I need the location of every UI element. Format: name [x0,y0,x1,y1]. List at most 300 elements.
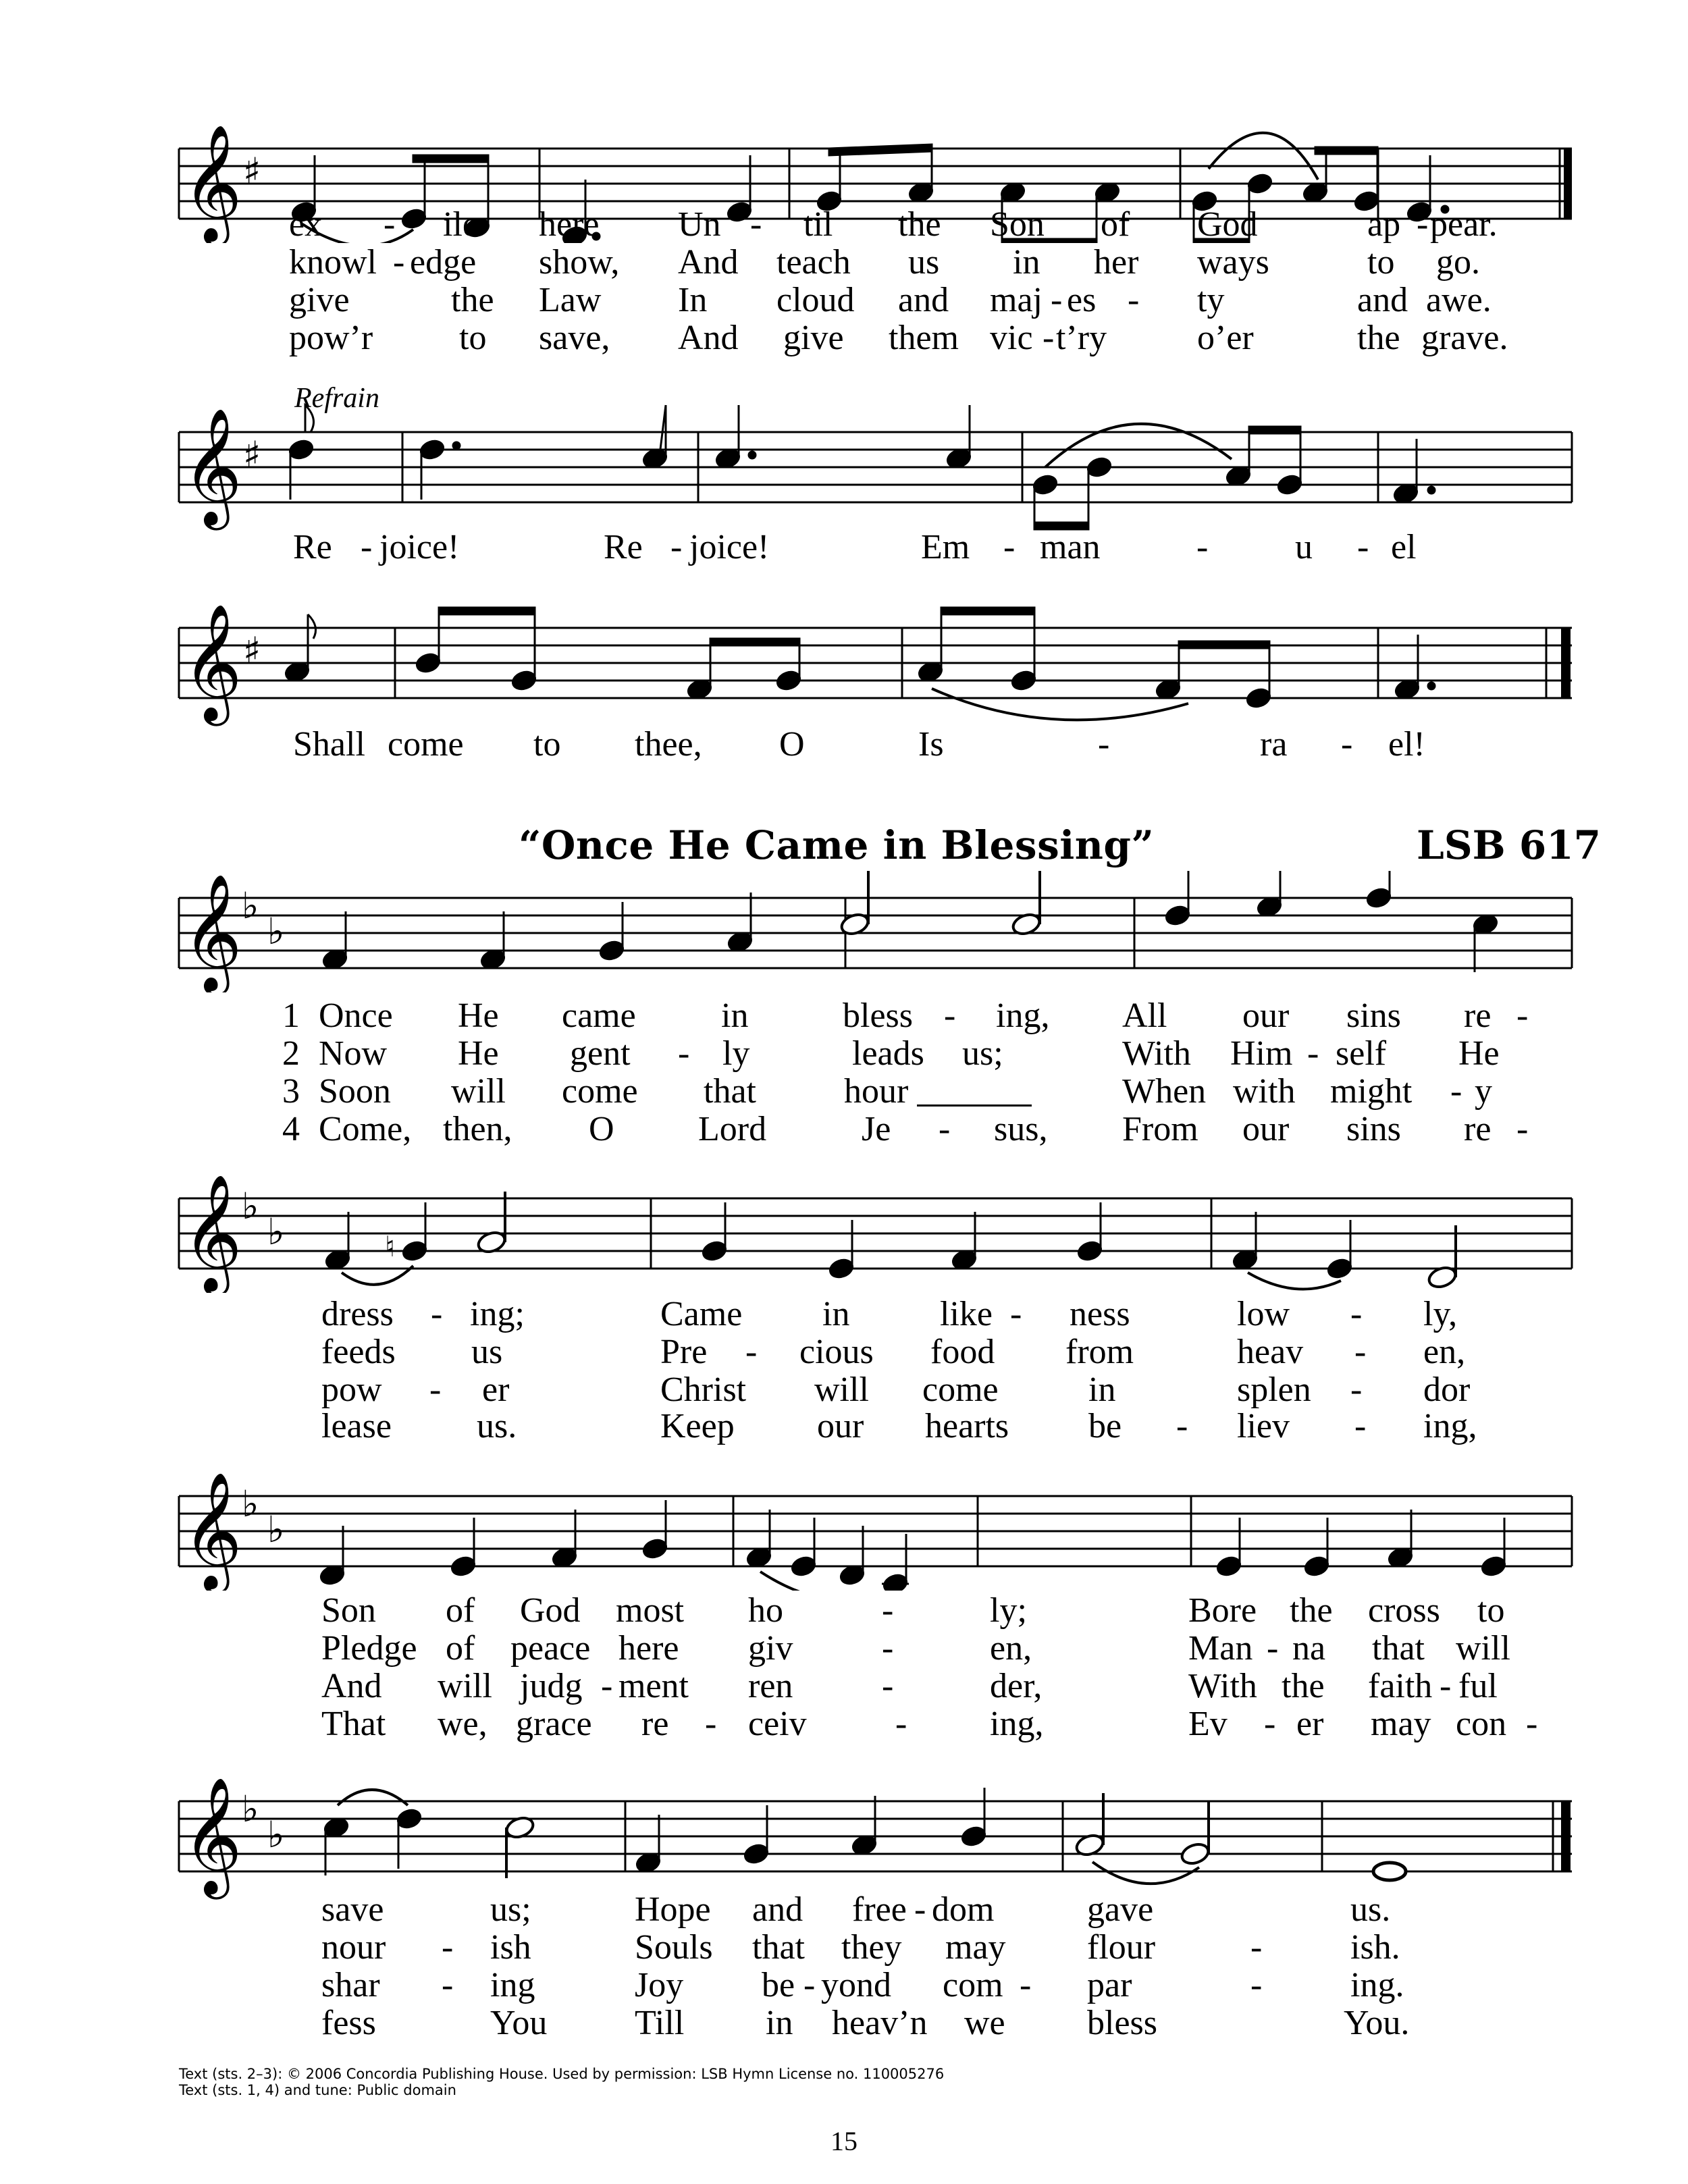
lyric-syllable: - [1043,319,1055,357]
lyric-syllable: In [678,281,708,319]
lyric-syllable: - [678,1034,690,1073]
lyric-syllable: er [1296,1705,1324,1743]
lyric-syllable: may [1371,1705,1431,1743]
lyric-syllable: us. [477,1407,517,1445]
lyric-syllable: - [393,243,405,282]
flat-icon: ♭ [267,910,285,953]
lyric-syllable: the [1282,1667,1325,1705]
copyright-note: Text (sts. 2–3): © 2006 Concordia Publishing House. Used by permission: LSB Hymn License no. 110005276 [179,2066,945,2082]
lyric-syllable: faith [1368,1667,1433,1705]
lyric-syllable: will [814,1370,869,1409]
lyric-syllable: - [745,1333,758,1371]
lyric-syllable: God [520,1591,581,1630]
music-staff [0,392,1688,540]
lyric-line-verse-1 [0,1890,1688,1929]
lyric-syllable: bless [843,996,913,1035]
lyric-syllable: - [431,1295,443,1333]
lyric-syllable: Re [604,528,643,566]
lyric-syllable: vic [990,319,1033,357]
lyric-syllable: our [1242,1110,1290,1148]
lyric-syllable: - [1003,528,1016,566]
lyric-syllable: When [1122,1072,1207,1111]
lyric-syllable: - [670,528,683,566]
lyric-syllable: sins [1346,1110,1401,1148]
lyric-syllable: free [852,1890,907,1929]
lyric-syllable: - [1516,996,1529,1035]
lyric-syllable: knowl [289,243,377,282]
treble-clef-icon: 𝄞 [182,408,242,525]
lyric-syllable: joice! [379,528,460,566]
lyric-syllable: the [898,205,941,244]
lyric-syllable: pow [321,1370,382,1409]
music-staff [0,587,1688,736]
lyric-syllable: - [1307,1034,1319,1073]
lyric-syllable: - [944,996,956,1035]
lyric-syllable: ing, [1423,1407,1477,1445]
lyric-syllable: here [618,1629,679,1668]
lyric-syllable: teach [776,243,851,282]
hymn-title: “Once He Came in Blessing” [519,822,1155,868]
lyric-syllable: - [361,528,373,566]
lyric-line-verse-3 [0,1966,1688,2005]
lyric-line-verse-1 [0,1295,1688,1334]
lyric-syllable: - [442,1966,454,2004]
lyric-syllable: maj [990,281,1043,319]
hymn-number: LSB 617 [1417,822,1601,868]
lyric-syllable: grace [516,1705,592,1743]
lyric-syllable: - [1350,1370,1363,1409]
lyric-syllable: ra [1260,725,1288,764]
lyric-syllable: dress [321,1295,394,1333]
lyric-syllable: flour [1087,1928,1156,1967]
lyric-syllable: to [533,725,561,764]
lyric-syllable: with [1233,1072,1296,1111]
whole-note [1373,1863,1406,1880]
lyric-syllable: awe. [1426,281,1492,319]
lyric-syllable: re [1464,996,1492,1035]
music-staff [0,1469,1688,1591]
lyric-syllable: Come, [319,1110,412,1148]
lyric-line-verse-4 [0,1705,1688,1744]
lyric-syllable: es [1067,281,1097,319]
lyric-syllable: in [1013,243,1040,282]
lyric-syllable: come [388,725,464,764]
verse-number: 4 [282,1110,300,1148]
lyric-syllable: - [882,1591,894,1630]
music-staff [0,1171,1688,1293]
lyric-syllable: ap [1367,205,1401,244]
lyric-syllable: them [889,319,959,357]
lyric-line-verse-1 [0,1591,1688,1630]
lyric-syllable: - [1051,281,1063,319]
lyric-syllable: Pledge [321,1629,417,1668]
lyric-line-verse-2 [0,1928,1688,1967]
lyric-syllable: ho [748,1591,783,1630]
lyric-syllable: gave [1087,1890,1154,1929]
lyric-syllable: giv [748,1629,793,1668]
lyric-syllable: came [562,996,636,1035]
lyric-syllable: low [1237,1295,1290,1333]
lyric-line-verse-2 [0,1034,1688,1073]
melisma-extender-line [917,1104,1032,1107]
lyric-syllable: - [1264,1705,1276,1743]
lyric-syllable: - [442,1928,454,1967]
treble-clef-icon: 𝄞 [182,874,242,991]
lyric-syllable: liev [1237,1407,1290,1445]
lyric-syllable: come [562,1072,638,1111]
lyric-syllable: ex [289,205,323,244]
lyric-syllable: be [1088,1407,1122,1445]
lyric-syllable: might [1330,1072,1413,1111]
lyric-syllable: Souls [635,1928,713,1967]
lyric-syllable: And [678,319,739,357]
lyric-syllable: Him [1230,1034,1293,1073]
lyric-syllable: - [705,1705,717,1743]
lyric-syllable: show, [539,243,620,282]
lyric-syllable: - [1526,1705,1538,1743]
lyric-syllable: Un [678,205,721,244]
lyric-syllable: - [1267,1629,1279,1668]
lyric-syllable: ing, [996,996,1050,1035]
lyric-syllable: sins [1346,996,1401,1035]
lyric-syllable: edge [410,243,477,282]
lyric-syllable: - [895,1705,907,1743]
lyric-syllable: Lord [698,1110,767,1148]
lyric-syllable: hearts [925,1407,1009,1445]
lyric-syllable: and [898,281,949,319]
lyric-syllable: o’er [1197,319,1254,357]
lyric-syllable: With [1188,1667,1257,1705]
natural-icon: ♮ [385,1230,396,1263]
lyric-syllable: Till [635,2004,685,2042]
lyric-syllable: na [1292,1629,1326,1668]
lyric-syllable: ly, [1423,1295,1458,1333]
lyric-syllable: from [1065,1333,1134,1371]
lyric-syllable: - [803,1966,816,2004]
lyric-syllable: - [384,205,396,244]
lyric-syllable: par [1087,1966,1132,2004]
lyric-syllable: Son [990,205,1045,244]
lyric-line-verse-2 [0,243,1688,282]
lyric-syllable: nour [321,1928,386,1967]
lyric-syllable: food [930,1333,995,1371]
flat-icon: ♭ [267,1508,285,1551]
lyric-syllable: man [1040,528,1101,566]
lyric-syllable: Christ [660,1370,747,1409]
verse-number: 1 [282,996,300,1035]
lyric-syllable: ty [1197,281,1225,319]
lyric-syllable: And [321,1667,382,1705]
lyric-syllable: Pre [660,1333,708,1371]
flat-icon: ♭ [267,1210,285,1253]
lyric-syllable: - [1010,1295,1022,1333]
lyric-syllable: ly [722,1034,750,1073]
lyric-syllable: - [429,1370,442,1409]
lyric-syllable: You [490,2004,548,2042]
lyric-line-verse-2 [0,1629,1688,1668]
lyric-syllable: our [817,1407,864,1445]
lyric-syllable: we, [438,1705,487,1743]
lyric-syllable: He [1458,1034,1500,1073]
lyric-syllable: splen [1237,1370,1311,1409]
sharp-icon: ♯ [243,629,261,672]
lyric-syllable: - [1417,205,1429,244]
lyric-syllable: and [1357,281,1408,319]
verse-number: 2 [282,1034,300,1073]
lyric-syllable: - [1357,528,1369,566]
lyric-syllable: Soon [319,1072,391,1111]
lyric-syllable: - [1128,281,1140,319]
lyric-syllable: en, [1423,1333,1466,1371]
lyric-syllable: of [446,1591,475,1630]
lyric-syllable: - [1341,725,1353,764]
lyric-syllable: in [822,1295,850,1333]
lyric-syllable: cious [799,1333,874,1371]
lyric-syllable: most [616,1591,685,1630]
lyric-syllable: yond [821,1966,891,2004]
lyric-syllable: Ev [1188,1705,1228,1743]
lyric-syllable: - [1354,1333,1367,1371]
lyric-syllable: ness [1070,1295,1130,1333]
lyric-syllable: er [482,1370,510,1409]
lyric-syllable: heav’n [832,2004,928,2042]
flat-icon: ♭ [242,884,259,927]
flat-icon: ♭ [242,1483,259,1525]
lyric-syllable: here [539,205,600,244]
lyric-syllable: us [471,1333,503,1371]
lyric-syllable: of [446,1629,475,1668]
lyric-line [0,725,1688,764]
lyric-syllable: Once [319,996,393,1035]
lyric-syllable: be [762,1966,795,2004]
lyric-syllable: God [1197,205,1258,244]
lyric-syllable: give [783,319,844,357]
lyric-syllable: Je [862,1110,891,1148]
lyric-syllable: lease [321,1407,392,1445]
lyric-syllable: in [1088,1370,1116,1409]
lyric-line-verse-4 [0,2004,1688,2043]
lyric-syllable: heav [1237,1333,1304,1371]
refrain-label: Refrain [294,383,379,414]
lyric-syllable: - [1354,1407,1367,1445]
lyric-syllable: shar [321,1966,380,2004]
lyric-syllable: ing. [1350,1966,1404,2004]
lyric-syllable: to [1367,243,1395,282]
lyric-syllable: - [1250,1928,1263,1967]
lyric-syllable: - [1098,725,1110,764]
lyric-syllable: u [1295,528,1313,566]
treble-clef-icon: 𝄞 [182,604,242,721]
lyric-syllable: - [750,205,762,244]
lyric-syllable: the [1290,1591,1333,1630]
lyric-syllable: us [908,243,940,282]
lyric-line-verse-1 [0,205,1688,244]
lyric-syllable: ish [490,1928,531,1967]
lyric-syllable: of [1101,205,1130,244]
lyric-syllable: Is [918,725,944,764]
lyric-syllable: - [882,1667,894,1705]
lyric-line-verse-2 [0,1333,1688,1372]
lyric-syllable: us; [490,1890,531,1929]
lyric-syllable: us. [1350,1890,1391,1929]
flat-icon: ♭ [267,1813,285,1856]
lyric-syllable: they [841,1928,902,1967]
lyric-syllable: cross [1368,1591,1440,1630]
lyric-syllable: der, [990,1667,1043,1705]
lyric-syllable: ing; [470,1295,525,1333]
lyric-syllable: Hope [635,1890,711,1929]
music-staff [0,871,1688,992]
lyric-line-verse-4 [0,1110,1688,1149]
lyric-syllable: ly; [990,1591,1027,1630]
lyric-syllable: pear. [1430,205,1498,244]
lyric-syllable: Now [319,1034,388,1073]
lyric-line-verse-3 [0,1370,1688,1410]
music-staff [0,1767,1688,1902]
lyric-syllable: O [779,725,805,764]
lyric-syllable: O [589,1110,614,1148]
lyric-syllable: and [752,1890,803,1929]
lyric-syllable: will [438,1667,492,1705]
lyric-syllable: el! [1388,725,1425,764]
sharp-icon: ♯ [243,433,261,476]
lyric-syllable: ish. [1350,1928,1400,1967]
lyric-syllable: t’ry [1056,319,1107,357]
lyric-syllable: us; [962,1034,1003,1073]
lyric-syllable: judg [520,1667,583,1705]
lyric-syllable: - [939,1110,951,1148]
lyric-syllable: Em [921,528,970,566]
flat-icon: ♭ [242,1185,259,1227]
lyric-syllable: From [1122,1110,1198,1148]
lyric-syllable: ways [1197,243,1269,282]
lyric-syllable: in [721,996,749,1035]
lyric-syllable: our [1242,996,1290,1035]
lyric-syllable: - [882,1629,894,1668]
lyric-syllable: - [1176,1407,1188,1445]
lyric-syllable: With [1122,1034,1191,1073]
lyric-syllable: ceiv [748,1705,807,1743]
lyric-line [0,528,1688,567]
lyric-syllable: ren [748,1667,793,1705]
lyric-syllable: ment [618,1667,689,1705]
lyric-syllable: bless [1087,2004,1157,2042]
lyric-syllable: come [922,1370,999,1409]
lyric-syllable: give [289,281,350,319]
lyric-syllable: y [1475,1072,1492,1111]
lyric-syllable: He [458,996,499,1035]
lyric-syllable: Joy [635,1966,684,2004]
lyric-line-verse-4 [0,1407,1688,1446]
lyric-syllable: her [1094,243,1139,282]
lyric-syllable: - [1350,1295,1363,1333]
lyric-syllable: may [945,1928,1006,1967]
lyric-syllable: til [803,205,833,244]
page-number: 15 [830,2126,858,2156]
lyric-syllable: Son [321,1591,376,1630]
lyric-syllable: dor [1423,1370,1471,1409]
lyric-syllable: ile [443,205,478,244]
lyric-syllable: to [459,319,487,357]
lyric-syllable: Keep [660,1407,735,1445]
treble-clef-icon: 𝄞 [182,1174,242,1291]
verse-number: 3 [282,1072,300,1111]
lyric-syllable: el [1391,528,1417,566]
lyric-syllable: hour [844,1072,909,1111]
lyric-syllable: ing [490,1966,535,2004]
lyric-syllable: sus, [994,1110,1048,1148]
lyric-line-verse-4 [0,319,1688,358]
treble-clef-icon: 𝄞 [182,1472,242,1589]
lyric-syllable: - [1450,1072,1462,1111]
treble-clef-icon: 𝄞 [182,1777,242,1894]
lyric-syllable: will [1456,1629,1510,1668]
lyric-syllable: - [1020,1966,1032,2004]
lyric-syllable: will [451,1072,506,1111]
lyric-syllable: - [1440,1667,1452,1705]
lyric-syllable: fess [321,2004,376,2042]
lyric-syllable: cloud [776,281,855,319]
lyric-syllable: ing, [990,1705,1044,1743]
lyric-syllable: in [766,2004,793,2042]
lyric-line-verse-3 [0,1667,1688,1706]
lyric-syllable: save, [539,319,610,357]
lyric-syllable: - [1516,1110,1529,1148]
lyric-syllable: go. [1436,243,1480,282]
lyric-syllable: That [321,1705,386,1743]
lyric-syllable: He [458,1034,499,1073]
lyric-syllable: Bore [1188,1591,1257,1630]
lyric-syllable: con [1456,1705,1507,1743]
lyric-syllable: - [1250,1966,1263,2004]
lyric-line-verse-1 [0,996,1688,1036]
lyric-syllable: re [1464,1110,1492,1148]
treble-clef-icon: 𝄞 [182,124,242,242]
lyric-syllable: that [1372,1629,1425,1668]
lyric-syllable: dom [932,1890,995,1929]
flat-icon: ♭ [242,1788,259,1830]
lyric-syllable: the [451,281,494,319]
lyric-syllable: then, [443,1110,512,1148]
lyric-syllable: ful [1458,1667,1498,1705]
lyric-syllable: Shall [293,725,365,764]
lyric-syllable: re [641,1705,669,1743]
lyric-syllable: the [1357,319,1400,357]
lyric-syllable: Law [539,281,602,319]
lyric-syllable: Re [293,528,332,566]
lyric-syllable: that [752,1928,805,1967]
lyric-syllable: pow’r [289,319,373,357]
lyric-syllable: All [1122,996,1167,1035]
lyric-syllable: gent [570,1034,631,1073]
lyric-line-verse-3 [0,281,1688,320]
lyric-syllable: to [1477,1591,1505,1630]
lyric-line-verse-3 [0,1072,1688,1111]
lyric-syllable: You. [1344,2004,1410,2042]
lyric-syllable: self [1336,1034,1387,1073]
lyric-syllable: we [964,2004,1005,2042]
lyric-syllable: peace [510,1629,591,1668]
lyric-syllable: grave. [1421,319,1508,357]
lyric-syllable: leads [852,1034,924,1073]
lyric-syllable: And [678,243,739,282]
lyric-syllable: - [601,1667,613,1705]
lyric-syllable: - [1196,528,1209,566]
lyric-syllable: save [321,1890,384,1929]
lyric-syllable: Came [660,1295,743,1333]
lyric-syllable: that [704,1072,756,1111]
lyric-syllable: thee, [635,725,702,764]
